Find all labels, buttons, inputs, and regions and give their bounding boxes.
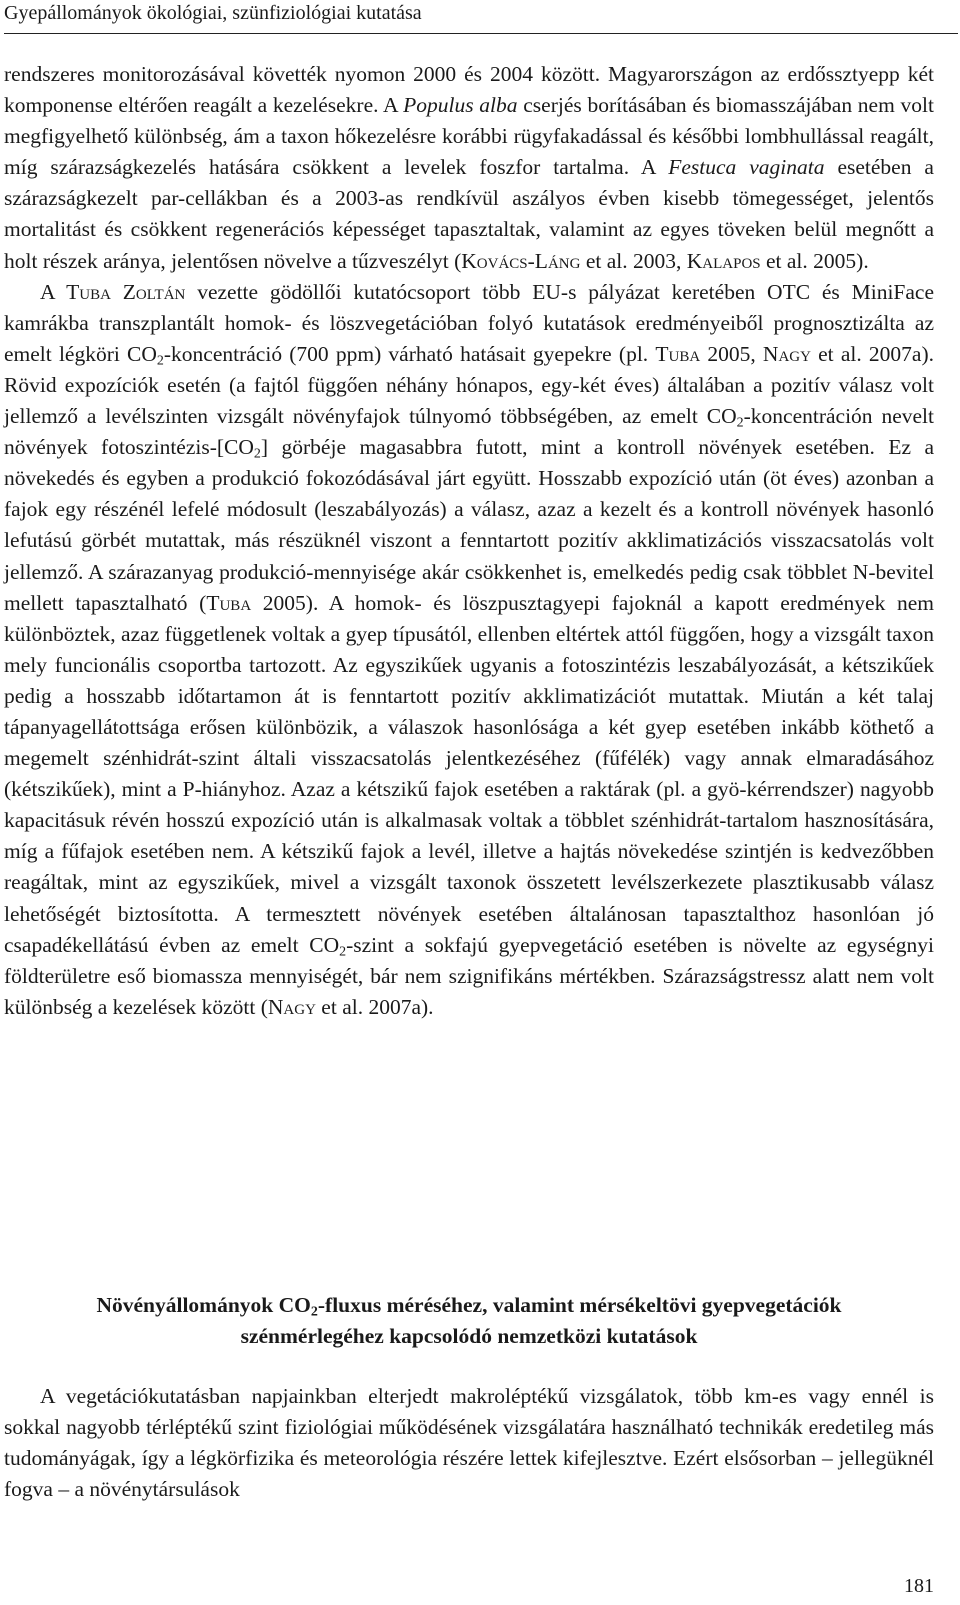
subscript: 2 xyxy=(253,446,261,462)
author-name: Tuba Zoltán xyxy=(66,279,186,304)
author-name: Nagy xyxy=(267,994,316,1019)
paragraph-1: rendszeres monitorozásával követték nyomon 2000 és 2004 között. Magyarországon az erdőssztyepp két komponense eltérően reagált a kezelésekre. A Populus alba cserjés borításában és biomasszájában nem volt megfigyelhető különbség, ám a taxon hőkezelésre korábbi rügyfakadással és későbbi lombhullással reagált, míg szárazságkezelés hatására csökkent a levelek foszfor tartalma. A Festuca vaginata esetében a szárazságkezelt par-cellákban és a 2003-as rendkívül aszályos évben kisebb tömegességet, jelentős mortalitást és csökkent regenerációs képességet tapasztaltak, valamint az egyes töveken belül megnőtt a holt részek aránya, jelentősen növelve a tűzveszélyt (Kovács-Láng et al. 2003, Kalapos et al. 2005). xyxy=(4,62,934,273)
section-heading xyxy=(4,1290,934,1352)
taxon-name: Festuca vaginata xyxy=(668,155,825,180)
paragraph-3: A vegetációkutatásban napjainkban elterjedt makroléptékű vizsgálatok, több km-es vagy ennél is sokkal nagyobb térléptékű szint fiziológiai működésének vizsgálatára használható technikák eredetileg más tudományágak, így a légkörfizika és meteorológia részére lettek kifejlesztve. Ezért elsősorban – jellegüknél fogva – a növénytársulások xyxy=(4,1384,934,1502)
subscript: 2 xyxy=(339,944,347,960)
section-heading-line-1: Növényállományok $CO_2$-fluxus méréséhez, valamint mérsékeltövi gyepvegetációk xyxy=(96,1293,842,1320)
taxon-name: Populus alba xyxy=(403,93,518,118)
body-text-top xyxy=(4,59,934,1023)
section-heading-line-2: szénmérlegéhez kapcsolódó nemzetközi kutatások xyxy=(240,1324,698,1348)
author-name: Tuba xyxy=(206,590,252,615)
body-text-bottom xyxy=(4,1381,934,1505)
page-number: 181 xyxy=(904,1575,934,1597)
subscript: 2 xyxy=(736,415,744,431)
subscript: 2 xyxy=(310,1304,318,1320)
header-rule xyxy=(4,33,958,34)
running-header: Gyepállományok ökológiai, szünfiziológiai kutatása xyxy=(4,2,422,24)
author-name: Kalapos xyxy=(686,248,761,273)
author-name: Nagy xyxy=(762,341,811,366)
subscript: 2 xyxy=(156,353,164,369)
paragraph-2: A Tuba Zoltán vezette gödöllői kutatócsoport több EU-s pályázat keretében OTC és MiniFace kamrákba transzplantált homok- és löszvegetációban folyó kutatások eredményeiből prognosztizálta az emelt légköri $CO_2$-koncentráció (700 ppm) várható hatásait gyepekre (pl. Tuba 2005, Nagy et al. 2007a). Rövid expozíciók esetén (a fajtól függően néhány hónapos, egy-két éves) általában a pozitív válasz volt jellemző a levélszinten vizsgált növényfajok túlnyomó többségében, az emelt $CO_2$-koncentráción nevelt növények fotoszintézis-$[CO_2]$ görbéje magasabbra futott, mint a kontroll növények esetében. Ez a növekedés és egyben a produkció fokozódásával járt együtt. Hosszabb expozíció után (öt éves) azonban a fajok egy részénél lefelé módosult (leszabályozás) a válasz, azaz a kezelt és a kontroll növények hasonló lefutású görbét mutattak, más részüknél viszont a fenntartott pozitív akklimatizációs visszacsatolás volt jellemző. A szárazanyag produkció-mennyisége akár csökkenhet is, emelkedés pedig csak többlet N-bevitel mellett tapasztalható (Tuba 2005). A homok- és löszpusztagyepi fajoknál a kapott eredmények nem különböztek, azaz függetlenek voltak a gyep típusától, ellenben eltértek attól függően, hogy a vizsgált taxon mely funcionális csoportba tartozott. Az egyszikűek ugyanis a fotoszintézis leszabályozását, a kétszikűek pedig a hosszabb időtartamon át is fenntartott pozitív akklimatizációt mutattak. Miután a két talaj tápanyagellátottsága erősen különbözik, a válaszok hasonlósága a két gyep esetében inkább köthető a megemelt szénhidrát-szint általi visszacsatolás jelentkezéséhez (fűfélék) vagy annak elmaradásához (kétszikűek), mint a P-hiányhoz. Azaz a kétszikű fajok esetében a raktárak (pl. a gyö-kérrendszer) nagyobb kapacitásuk révén hosszú expozíció után is alkalmasak voltak a többlet szénhidrát-tartalom hasznosítására, míg a fűfajok esetében nem. A kétszikű fajok a levél, illetve a hajtás növekedése szintjén is kedvezőbben reagáltak, mint az egyszikűek, mivel a vizsgált taxonok összetett levélszerkezete plasztikusabb válasz lehetőségét biztosította. A termesztett növények esetében általánosan tapasztalthoz hasonlóan jó csapadékellátású évben az emelt $CO_2$-szint a sokfajú gyepvegetáció esetében is növelte az egységnyi földterületre eső biomassza mennyiségét, bár nem szignifikáns mértékben. Szárazságstressz alatt nem volt különbség a kezelések között (Nagy et al. 2007a). xyxy=(4,279,934,1019)
author-name: Tuba xyxy=(655,341,701,366)
author-name: Kovács-Láng xyxy=(461,248,581,273)
